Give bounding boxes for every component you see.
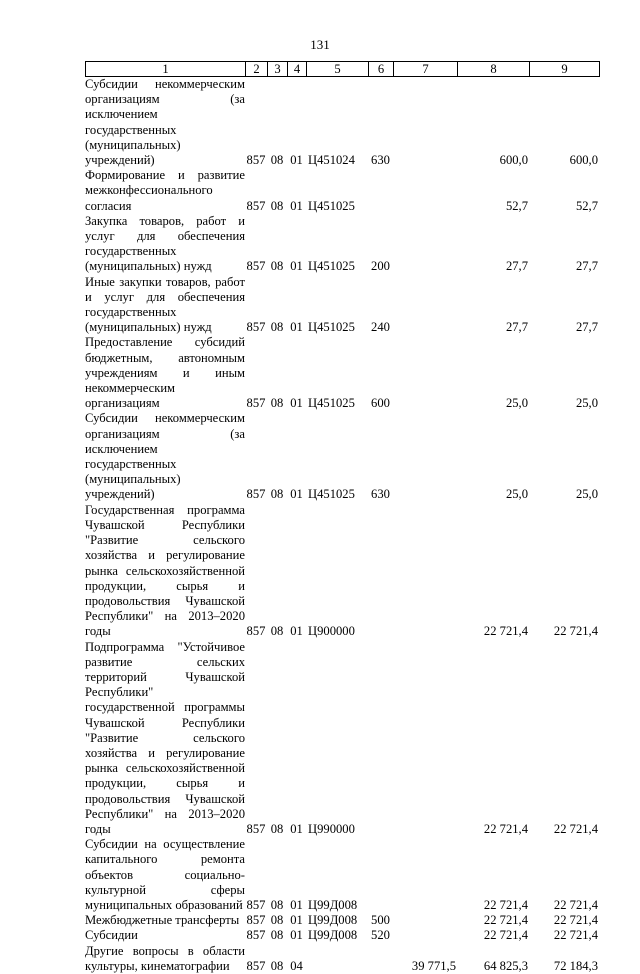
row-amount-col8: 27,7	[505, 320, 528, 335]
row-target-item	[306, 944, 368, 974]
row-subsection: 04	[290, 958, 303, 973]
row-amount-col9: 27,7	[575, 320, 598, 335]
row-name: Субсидии некоммерческим организациям (за исключением государственных (муниципальных) учреждений)	[85, 411, 245, 502]
row-amount-col9: 25,0	[575, 487, 598, 502]
row-target-item: Ц99Д008	[308, 928, 358, 943]
row-ministry-code: 857	[246, 928, 266, 943]
row-ministry-code: 857	[246, 320, 266, 335]
row-amount-col8: 25,0	[505, 487, 528, 502]
row-amount-col8: 22 721,4	[483, 624, 528, 639]
header-col-7: 7	[394, 62, 458, 77]
row-amount-col9: 25,0	[575, 396, 598, 411]
row-amount-col8: 27,7	[505, 259, 528, 274]
row-amount-col8: 22 721,4	[483, 821, 528, 836]
row-name: Закупка товаров, работ и услуг для обеспечения государственных (муниципальных) нужд	[85, 213, 245, 274]
budget-table	[85, 77, 599, 974]
row-target-item: Ц990000	[308, 821, 355, 836]
row-name: Субсидии на осуществление капитального ремонта объектов социально-культурной сферы муниципальных образований	[85, 837, 245, 912]
row-expense-type: 200	[371, 259, 390, 274]
row-amount-col8: 52,7	[505, 198, 528, 213]
row-amount-col9: 22 721,4	[553, 821, 598, 836]
row-expense-type: 240	[371, 320, 390, 335]
row-ministry-code: 857	[246, 396, 266, 411]
row-expense-type: 520	[371, 928, 390, 943]
table-row	[85, 168, 599, 214]
row-amount-col7	[393, 168, 457, 214]
row-section: 08	[270, 320, 284, 335]
row-name: Подпрограмма "Устойчивое развитие сельских территорий Чувашской Республики" государственной программы Чувашской Республики "Развитие сельского хозяйства и регулирование рынка сельскохозяйственной продукции, сырья и продовольствия Чувашской Республики" на 2013–2020 годы	[85, 639, 245, 836]
row-amount-col9: 27,7	[575, 259, 598, 274]
row-target-item: Ц900000	[308, 624, 355, 639]
row-amount-col7	[393, 335, 457, 411]
row-amount-col9: 22 721,4	[553, 928, 598, 943]
table-header	[85, 61, 600, 77]
row-subsection: 01	[290, 320, 303, 335]
row-ministry-code: 857	[246, 487, 266, 502]
row-expense-type: 630	[371, 487, 390, 502]
row-amount-col7	[393, 411, 457, 502]
row-amount-col7	[393, 928, 457, 943]
row-ministry-code: 857	[246, 913, 266, 928]
row-subsection: 01	[290, 259, 303, 274]
row-amount-col9: 72 184,3	[553, 958, 598, 973]
table-row	[85, 837, 599, 913]
row-expense-type	[368, 503, 393, 640]
header-col-4: 4	[288, 62, 307, 77]
table-row	[85, 411, 599, 502]
header-col-1: 1	[86, 62, 246, 77]
row-target-item: Ц99Д008	[308, 913, 358, 928]
row-subsection: 01	[290, 153, 303, 168]
row-name: Предоставление субсидий бюджетным, автономным учреждениям и иным некоммерческим организациям	[85, 335, 245, 411]
row-ministry-code: 857	[246, 958, 266, 973]
row-section: 08	[270, 913, 284, 928]
row-subsection: 01	[290, 624, 303, 639]
row-section: 08	[270, 259, 284, 274]
row-amount-col7: 39 771,5	[411, 958, 456, 973]
header-col-9: 9	[530, 62, 600, 77]
row-amount-col7	[393, 640, 457, 838]
row-section: 08	[270, 153, 284, 168]
row-name: Государственная программа Чувашской Республики "Развитие сельского хозяйства и регулирование рынка сельскохозяйственной продукции, сырья и продовольствия Чувашской Республики" на 2013–2020 годы	[85, 502, 245, 639]
row-amount-col9: 600,0	[569, 153, 598, 168]
table-row	[85, 913, 599, 928]
header-col-8: 8	[458, 62, 530, 77]
row-section: 08	[270, 958, 284, 973]
row-amount-col9: 22 721,4	[553, 913, 598, 928]
header-col-5: 5	[307, 62, 369, 77]
row-amount-col7	[393, 913, 457, 928]
row-amount-col9: 22 721,4	[553, 897, 598, 912]
row-name: Другие вопросы в области культуры, кинематографии	[85, 943, 245, 973]
row-expense-type: 630	[371, 153, 390, 168]
row-name: Формирование и развитие межконфессионального согласия	[85, 168, 245, 213]
row-section: 08	[270, 624, 284, 639]
row-expense-type	[368, 944, 393, 974]
header-col-3: 3	[268, 62, 288, 77]
row-ministry-code: 857	[246, 259, 266, 274]
row-ministry-code: 857	[246, 821, 266, 836]
row-expense-type	[368, 640, 393, 838]
row-amount-col7	[393, 77, 457, 168]
table-row	[85, 928, 599, 943]
row-amount-col7	[393, 214, 457, 275]
table-row	[85, 77, 599, 168]
row-target-item: Ц451025	[308, 259, 355, 274]
header-col-2: 2	[246, 62, 268, 77]
row-ministry-code: 857	[246, 897, 266, 912]
row-target-item: Ц451025	[308, 198, 355, 213]
row-section: 08	[270, 928, 284, 943]
row-target-item: Ц451025	[308, 487, 355, 502]
table-row	[85, 335, 599, 411]
row-amount-col7	[393, 503, 457, 640]
row-subsection: 01	[290, 928, 303, 943]
row-amount-col9: 52,7	[575, 198, 598, 213]
row-amount-col8: 22 721,4	[483, 897, 528, 912]
table-row	[85, 214, 599, 275]
row-subsection: 01	[290, 821, 303, 836]
row-target-item: Ц99Д008	[308, 897, 358, 912]
row-ministry-code: 857	[246, 198, 266, 213]
row-name: Иные закупки товаров, работ и услуг для обеспечения государственных (муниципальных) нужд	[85, 274, 245, 335]
row-subsection: 01	[290, 487, 303, 502]
row-expense-type	[368, 168, 393, 214]
row-expense-type: 500	[371, 913, 390, 928]
row-section: 08	[270, 487, 284, 502]
row-target-item: Ц451025	[308, 320, 355, 335]
row-section: 08	[270, 821, 284, 836]
table-row	[85, 275, 599, 336]
table-row	[85, 640, 599, 838]
page-number: 131	[310, 37, 330, 52]
row-amount-col8: 25,0	[505, 396, 528, 411]
row-ministry-code: 857	[246, 153, 266, 168]
row-name: Субсидии	[85, 928, 138, 943]
row-section: 08	[270, 897, 284, 912]
table-row	[85, 503, 599, 640]
row-amount-col9: 22 721,4	[553, 624, 598, 639]
row-target-item: Ц451024	[308, 153, 355, 168]
row-amount-col8: 22 721,4	[483, 913, 528, 928]
row-subsection: 01	[290, 897, 303, 912]
row-amount-col8: 64 825,3	[483, 958, 528, 973]
row-section: 08	[270, 198, 284, 213]
row-subsection: 01	[290, 198, 303, 213]
row-expense-type	[368, 837, 393, 913]
header-col-6: 6	[369, 62, 394, 77]
row-subsection: 01	[290, 913, 303, 928]
row-amount-col8: 600,0	[499, 153, 528, 168]
table-row	[85, 944, 599, 974]
row-amount-col8: 22 721,4	[483, 928, 528, 943]
row-name: Субсидии некоммерческим организациям (за исключением государственных (муниципальных) учреждений)	[85, 77, 245, 168]
row-amount-col7	[393, 275, 457, 336]
row-section: 08	[270, 396, 284, 411]
row-target-item: Ц451025	[308, 396, 355, 411]
row-name: Межбюджетные трансферты	[85, 913, 240, 928]
header-row	[86, 62, 600, 77]
row-expense-type: 600	[371, 396, 390, 411]
row-amount-col7	[393, 837, 457, 913]
row-ministry-code: 857	[246, 624, 266, 639]
row-subsection: 01	[290, 396, 303, 411]
